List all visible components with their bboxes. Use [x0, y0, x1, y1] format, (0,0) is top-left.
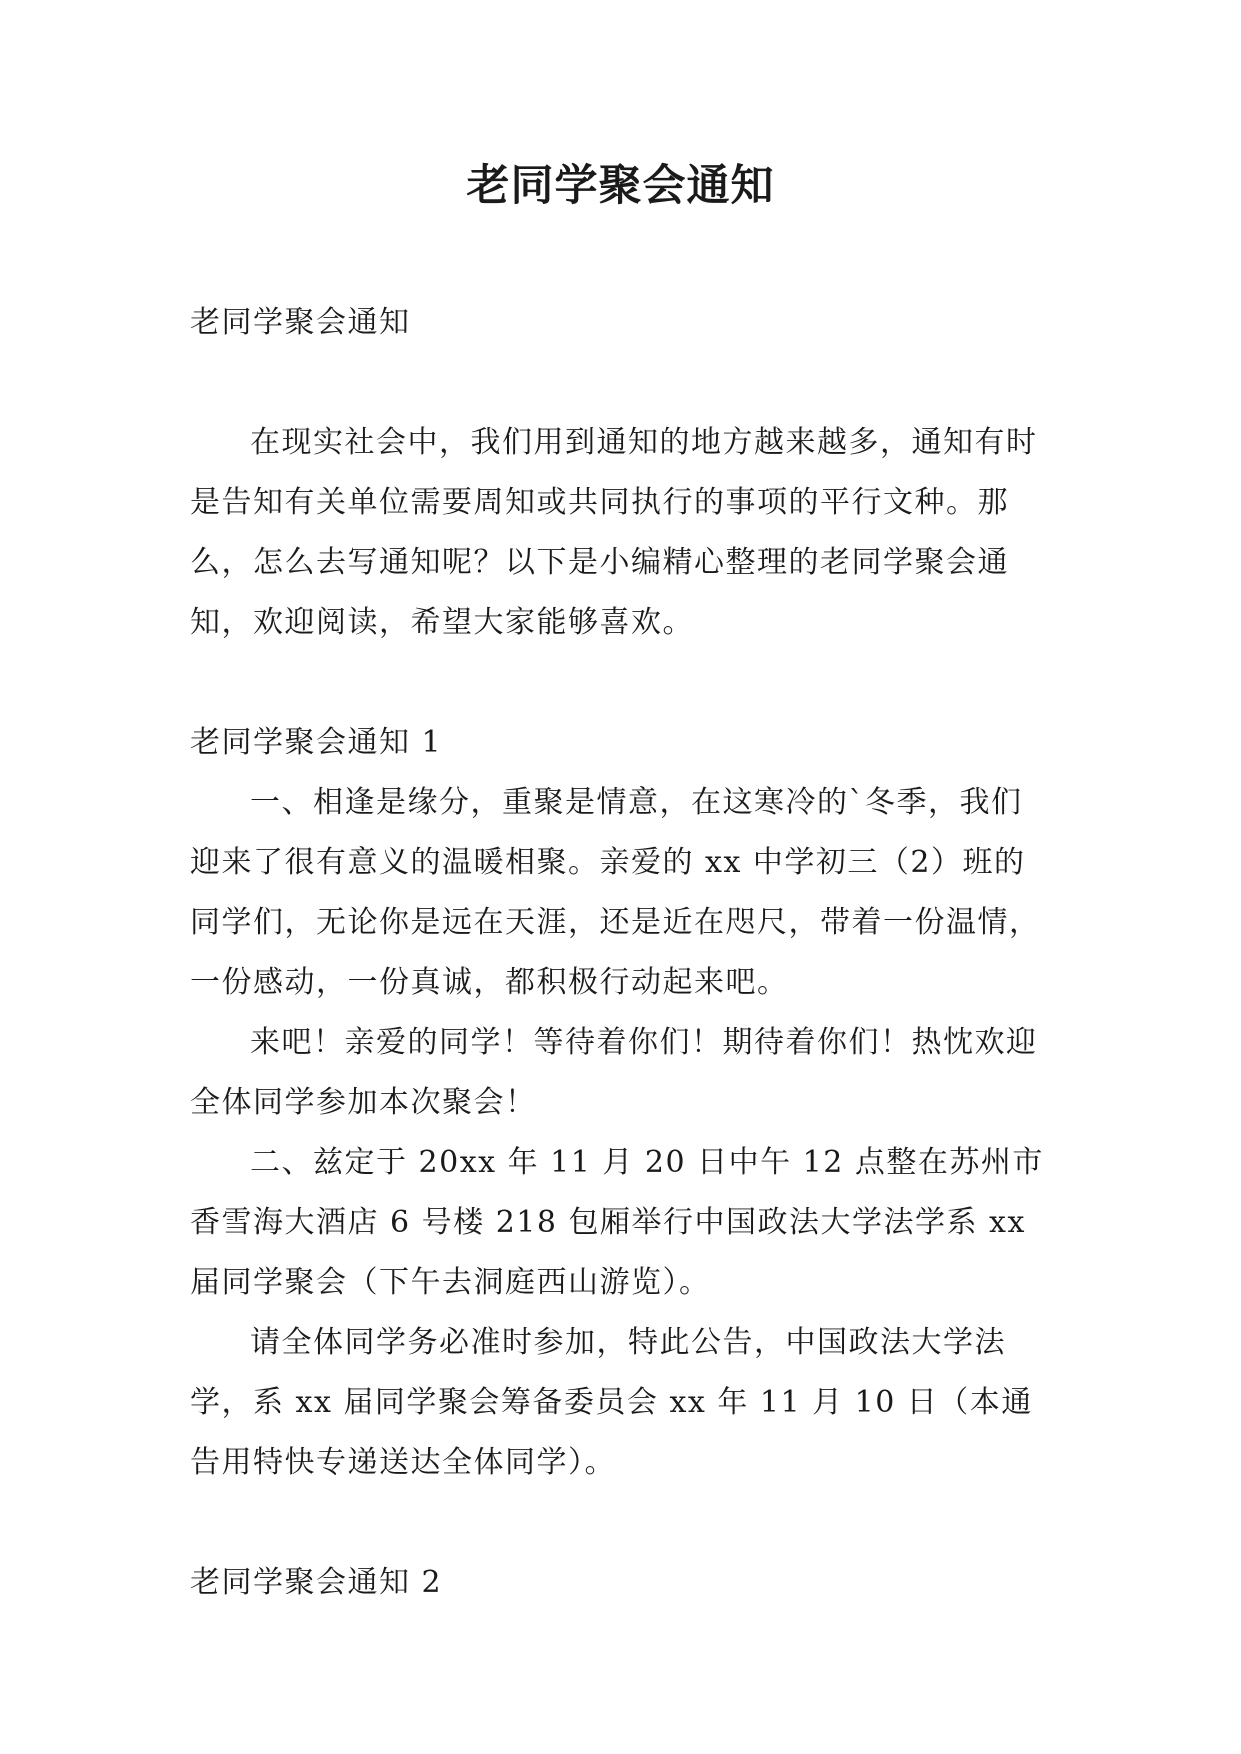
document-title: 老同学聚会通知: [466, 161, 775, 211]
section-1-paragraph-4: 请全体同学务必准时参加，特此公告，中国政法大学法学，系 xx 届同学聚会筹备委员会 xx 年 11 月 10 日（本通告用特快专递送达全体同学）。: [190, 1325, 1033, 1480]
document-subtitle: 老同学聚会通知: [190, 305, 411, 340]
section-2-heading: 老同学聚会通知 2: [190, 1565, 443, 1600]
intro-paragraph: 在现实社会中，我们用到通知的地方越来越多，通知有时是告知有关单位需要周知或共同执行的事项的平行文种。那么，怎么去写通知呢？以下是小编精心整理的老同学聚会通知，欢迎阅读，希望大家能够喜欢。: [190, 425, 1038, 640]
section-1-paragraph-2: 来吧！亲爱的同学！等待着你们！期待着你们！热忱欢迎全体同学参加本次聚会！: [190, 1025, 1038, 1120]
section-1-heading: 老同学聚会通知 1: [190, 725, 443, 760]
section-1-paragraph-3: 二、兹定于 20xx 年 11 月 20 日中午 12 点整在苏州市香雪海大酒店 6 号楼 218 包厢举行中国政法大学法学系 xx 届同学聚会（下午去洞庭西山游览）。: [190, 1145, 1044, 1300]
document-body: [190, 293, 1052, 1613]
section-1-paragraph-1: 一、相逢是缘分，重聚是情意，在这寒冷的`冬季，我们迎来了很有意义的温暖相聚。亲爱的 xx 中学初三（2）班的同学们，无论你是远在天涯，还是近在咫尺，带着一份温情，一份感动，一份真诚，都积极行动起来吧。: [190, 785, 1041, 1000]
